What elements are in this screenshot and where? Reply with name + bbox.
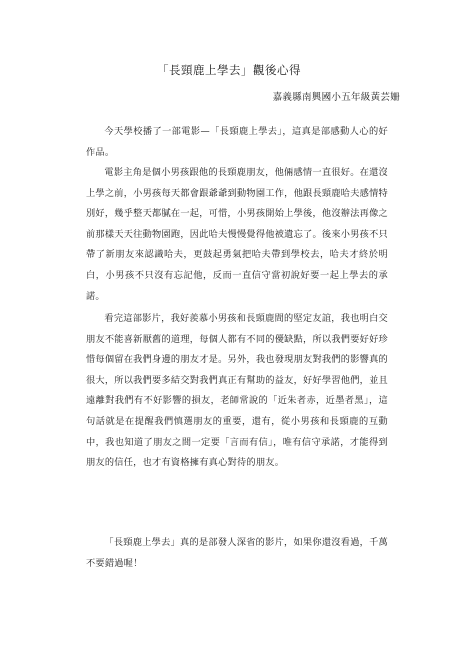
paragraph-intro: 今天學校播了一部電影—「長頸鹿上學去」，這真是部感動人心的好作品。 [86,126,388,158]
paragraph-conclusion: 「長頸鹿上學去」真的是部發人深省的影片，如果你還沒看過，千萬不要錯過喔！ [86,537,388,569]
document-author: 嘉義縣南興國小五年級黃芸姍 [272,92,400,103]
paragraph-plot: 電影主角是個小男孩跟他的長頸鹿朋友，他倆感情一直很好。在還沒上學之前，小男孩每天都會跟爺爺到動物園工作，他跟長頸鹿哈夫感情特別好，幾乎整天都膩在一起，可惜，小男孩開始上學後，他沒辦法再像之前那樣天天往動物園跑，因此哈夫慢慢覺得他被遺忘了。後來小男孩不只帶了新朋友來認識哈夫，更鼓起勇氣把哈夫帶到學校去，哈夫才終於明白，小男孩不只沒有忘記他，反而一直信守當初說好要一起上學去的承諾。 [86,167,388,302]
paragraph-reflection: 看完這部影片，我好羨慕小男孩和長頸鹿間的堅定友誼，我也明白交朋友不能喜新厭舊的道理，每個人都有不同的優缺點，所以我們要好好珍惜每個留在我們身邊的朋友才是。另外，我也發現朋友對我們的影響真的很大，所以我們要多結交對我們真正有幫助的益友，好好學習他們，並且遠離對我們有不好影響的損友，老師常說的「近朱者赤，近墨者黑」，這句話就是在提醒我們慎選朋友的重要，還有，從小男孩和長頸鹿的互動中，我也知道了朋友之間一定要「言而有信」，唯有信守承諾，才能得到朋友的信任，也才有資格擁有真心對待的朋友。 [86,313,388,469]
document-title: 「長頸鹿上學去」觀後心得 [157,63,301,77]
